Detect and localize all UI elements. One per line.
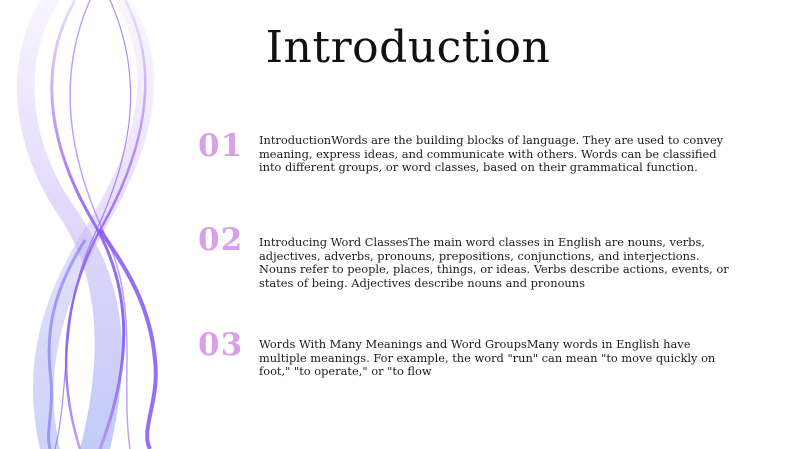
item-text: Introducing Word ClassesThe main word classes in English are nouns, verbs, adjectives, adverbs, pronouns, prepositions, conjunctions, and interjections. Nouns refer to people, places, things, or ideas. Verbs describe actions, events, or states of being. Adjectives describe nouns and pronouns [259,235,729,290]
item-number: 03 [198,327,244,363]
item-text: Words With Many Meanings and Word GroupsMany words in English have multiple meanings. For example, the word "run" can mean "to move quickly on foot," "to operate," or "to flow [259,337,716,378]
item-number: 02 [198,222,244,258]
item-number: 01 [198,128,244,164]
item-text: IntroductionWords are the building blocks of language. They are used to convey meaning, express ideas, and communicate with others. Words can be classified into different groups, or word classes, based on their grammatical function. [259,133,724,174]
slide-title: Introduction [265,22,551,73]
